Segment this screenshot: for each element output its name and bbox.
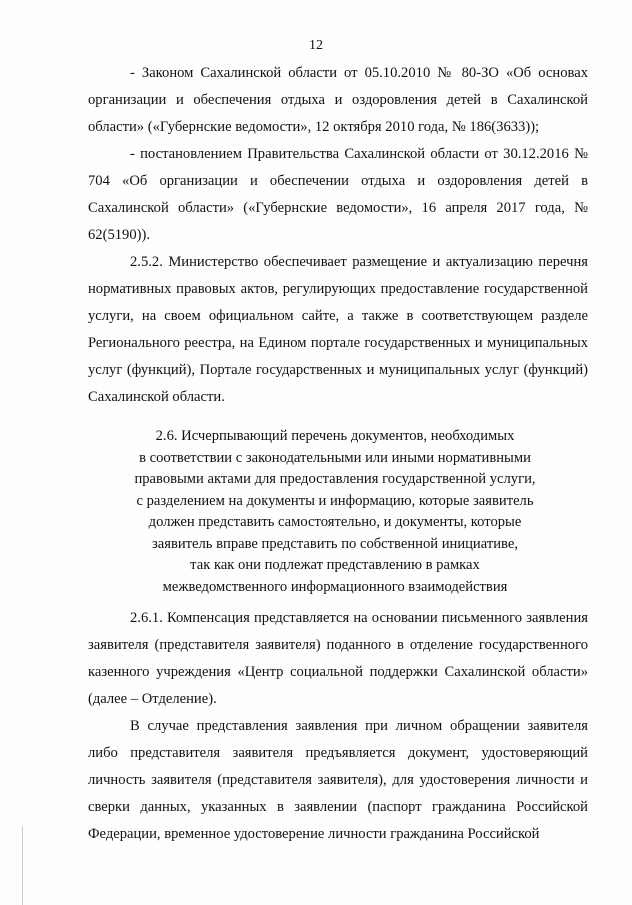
heading-line: 2.6. Исчерпывающий перечень документов, необходимых xyxy=(155,428,515,444)
heading-line: так как они подлежат представлению в рамках xyxy=(190,557,480,573)
heading-line: правовыми актами для предоставления государственной услуги, xyxy=(134,471,536,487)
heading-line: с разделением на документы и информацию, которые заявитель xyxy=(136,492,534,509)
paragraph-law-80-zo: - Законом Сахалинской области от 05.10.2010 № 80-ЗО «Об основах организации и обеспечения отдыха и оздоровления детей в Сахалинской области» («Губернские ведомости», 12 октября 2010 года, № 186(3633)); xyxy=(88,65,588,135)
paragraph-2-6-1: 2.6.1. Компенсация представляется на основании письменного заявления заявителя (представителя заявителя) поданного в отделение государственного казенного учреждения «Центр социальной поддержки Сахалинской области» (далее – Отделение). xyxy=(88,610,588,707)
paragraph-personal-application: В случае представления заявления при личном обращении заявителя либо представителя заявителя предъявляется документ, удостоверяющий личность заявителя (представителя заявителя), для удостоверения личности и сверки данных, указанных в заявлении (паспорт гражданина Российской Федерации, временное удостоверение личности гражданина Российской xyxy=(88,718,588,842)
section-heading-2-6 xyxy=(110,426,560,598)
legal-basis-list xyxy=(88,60,588,411)
heading-line: в соответствии с законодательными или иными нормативными xyxy=(139,449,531,466)
heading-line: должен представить самостоятельно, и документы, которые xyxy=(148,514,522,530)
paragraph-2-5-2: 2.5.2. Министерство обеспечивает размещение и актуализацию перечня нормативных правовых актов, регулирующих предоставление государственной услуги, на своем официальном сайте, а также в соответствующем разделе Регионального реестра, на Едином портале государственных и муниципальных услуг (функций), Портале государственных и муниципальных услуг (функций) Сахалинской области. xyxy=(88,254,588,405)
scan-edge-mark xyxy=(22,826,23,905)
page-number: 12 xyxy=(309,38,323,53)
paragraph-resolution-704: - постановлением Правительства Сахалинской области от 30.12.2016 № 704 «Об организации и обеспечении отдыха и оздоровления детей в Сахалинской области» («Губернские ведомости», 16 апреля 2017 года, № 62(5190)). xyxy=(88,146,588,243)
heading-line: межведомственного информационного взаимодействия xyxy=(162,578,508,595)
heading-line: заявитель вправе представить по собственной инициативе, xyxy=(152,535,518,552)
section-2-6-body xyxy=(88,605,588,848)
